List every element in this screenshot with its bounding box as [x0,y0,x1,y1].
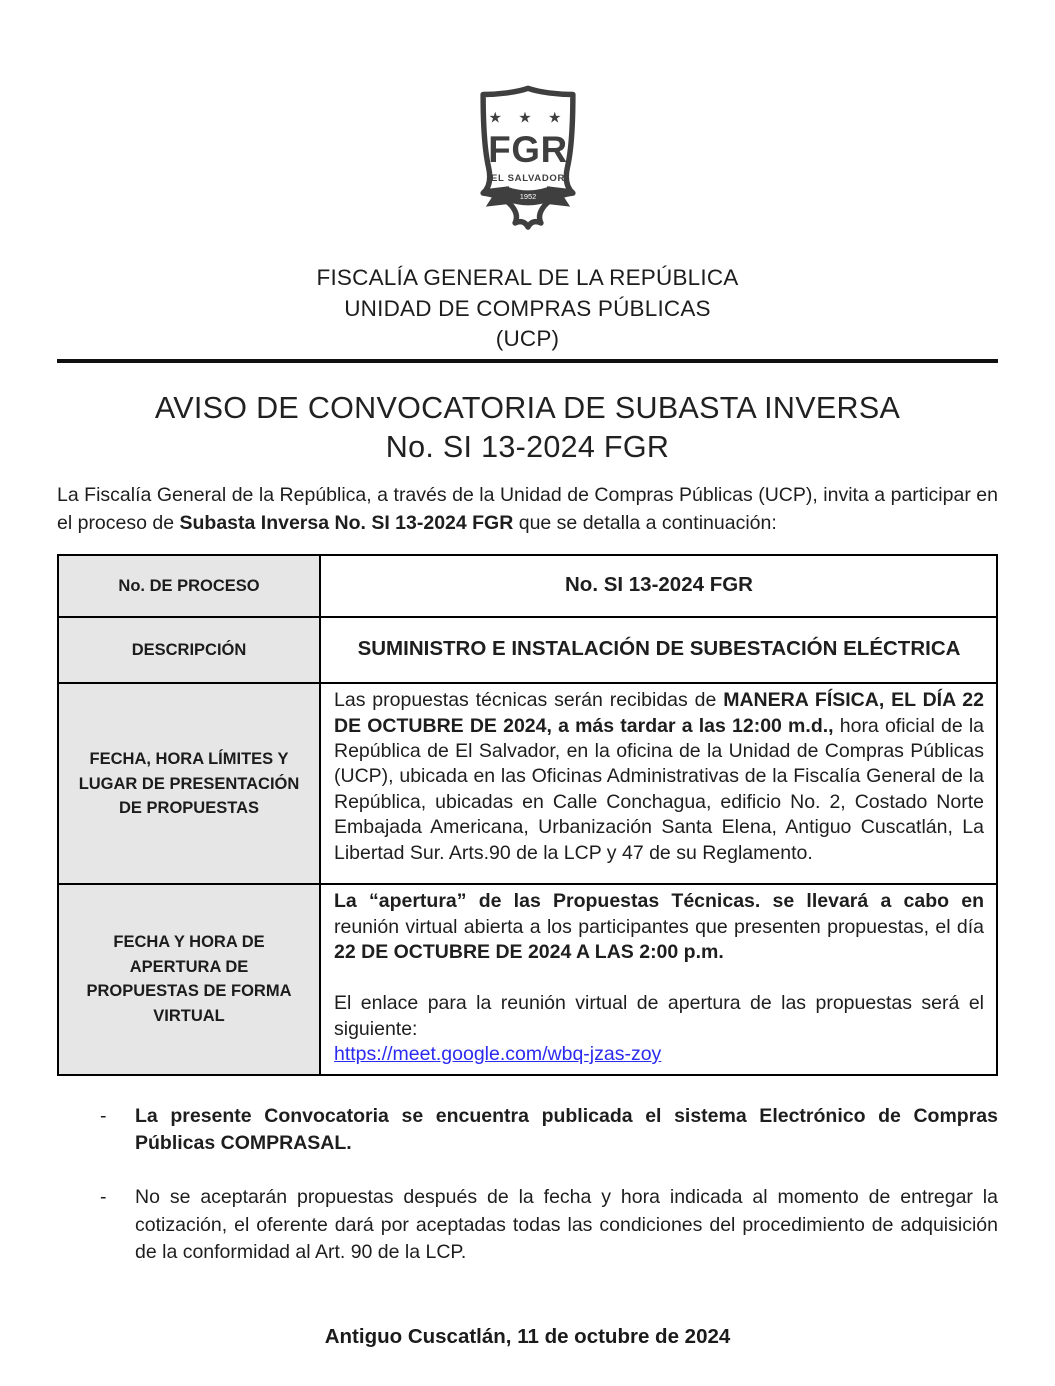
deadline-date-bold: MANERA FÍSICA, EL DÍA 22 DE OCTUBRE DE 2024, a más tardar a las 12:00 m.d., [334,689,984,737]
org-name: FISCALÍA GENERAL DE LA REPÚBLICA [316,265,739,290]
dash-marker: - [100,1104,107,1127]
description-label: DESCRIPCIÓN [58,617,320,683]
note-comprasal: La presente Convocatoria se encuentra publicada el sistema Electrónico de Compras Públicas COMPRASAL. [135,1104,998,1155]
intro-text-start: La Fiscalía General de la República, a través de la Unidad de Compras Públicas (UCP), invita a participar en el proceso de [57,484,998,534]
process-number-label: No. DE PROCESO [58,555,320,617]
logo-acronym: FGR [487,128,568,170]
title-line-1: AVISO DE CONVOCATORIA DE SUBASTA INVERSA [154,390,901,425]
intro-paragraph [57,482,998,537]
org-unit-abbr: (UCP) [495,326,560,352]
description-value: SUMINISTRO E INSTALACIÓN DE SUBESTACIÓN ELÉCTRICA [320,617,997,683]
meeting-link[interactable]: https://meet.google.com/wbq-jzas-zoy [334,1043,662,1066]
fgr-shield-logo [460,80,596,230]
table-row [58,683,997,884]
table-row [58,884,997,1074]
table-row [58,617,997,683]
link-intro-paragraph: El enlace para la reunión virtual de apertura de las propuestas será el siguiente: [334,992,984,1040]
shield-icon [460,80,596,230]
header-divider [57,359,998,363]
opening-date-value [320,884,997,1074]
stars-icon: ★ ★ ★ [487,109,568,127]
notes-list [57,1103,998,1267]
process-table [57,554,998,1075]
opening-datetime-bold: 22 DE OCTUBRE DE 2024 A LAS 2:00 p.m. [334,941,724,964]
intro-process-number: Subasta Inversa No. SI 13-2024 FGR [179,511,514,534]
list-item [57,1103,998,1158]
intro-text-end: que se detalla a continuación: [513,511,777,534]
organization-header [57,263,998,355]
opening-text-bold: La “apertura” de las Propuestas Técnicas. se llevará a cabo en [334,890,984,913]
deadline-text-start: Las propuestas técnicas serán recibidas de [334,689,724,712]
list-item [57,1184,998,1267]
opening-paragraph [334,889,984,965]
table-row [58,555,997,617]
org-unit: UNIDAD DE COMPRAS PÚBLICAS [344,295,711,321]
process-number-value: No. SI 13-2024 FGR [320,555,997,617]
page-title [57,389,998,468]
submission-deadline-label: FECHA, HORA LÍMITES Y LUGAR DE PRESENTACIÓN DE PROPUESTAS [58,683,320,884]
deadline-text-end: hora oficial de la República de El Salvador, en la oficina de la Unidad de Compras Públicas (UCP), ubicada en las Oficinas Administrativas de la Fiscalía General de la República, ubicadas en Calle Conchagua, edificio No. 2, Costado Norte Embajada Americana, Urbanización Santa Elena, Antiguo Cuscatlán, La Libertad Sur. Arts.90 de la LCP y 47 de su Reglamento. [334,714,985,864]
footer-date: Antiguo Cuscatlán, 11 de octubre de 2024 [324,1324,731,1348]
title-line-2: No. SI 13-2024 FGR [385,430,670,465]
submission-deadline-value [320,683,997,884]
opening-text-normal: reunión virtual abierta a los participantes que presenten propuestas, el día [334,915,984,938]
masthead [57,80,998,355]
note-no-late-proposals: No se aceptarán propuestas después de la fecha y hora indicada al momento de entregar la cotización, el oferente dará por aceptadas todas las condiciones del procedimiento de adquisición de la conformidad al Art. 90 de la LCP. [135,1185,998,1264]
logo-country: EL SALVADOR [490,172,565,184]
dash-marker: - [100,1185,107,1208]
opening-date-label: FECHA Y HORA DE APERTURA DE PROPUESTAS DE FORMA VIRTUAL [58,884,320,1074]
logo-year: 1952 [519,192,536,202]
link-paragraph [334,1042,984,1067]
